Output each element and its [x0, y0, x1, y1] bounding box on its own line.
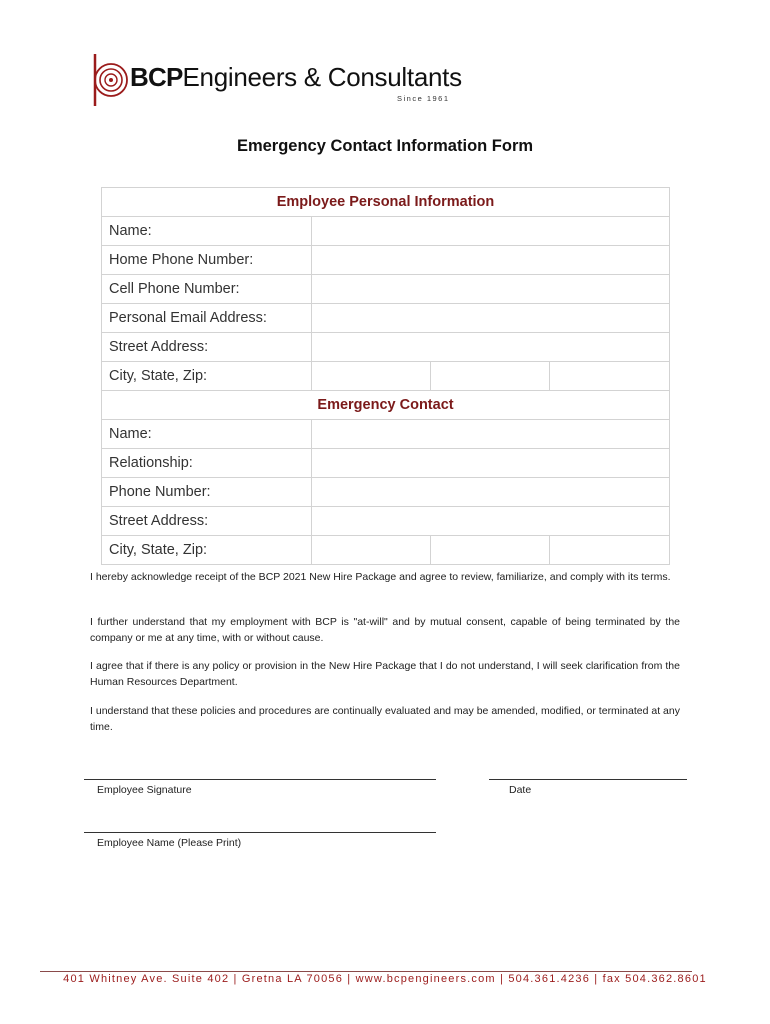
at-will-paragraph: I further understand that my employment with BCP is "at-will" and by mutual consent, capable of being terminated by the company or me at any time, with or without cause. — [90, 616, 680, 644]
emergency-street-label: Street Address: — [102, 507, 312, 536]
brand-name-bold: BCP — [130, 62, 183, 92]
employee-name-line[interactable] — [84, 832, 436, 833]
policy-changes-paragraph: I understand that these policies and procedures are continually evaluated and may be amended, modified, or terminated at any time. — [90, 705, 680, 733]
table-row — [102, 275, 670, 304]
brand-name — [130, 62, 462, 93]
emergency-zip-field[interactable] — [550, 536, 670, 565]
brand-name-rest: Engineers & Consultants — [182, 62, 462, 92]
table-row — [102, 362, 670, 391]
city-field[interactable] — [312, 362, 431, 391]
brand-tagline: Since 1961 — [397, 94, 450, 103]
table-row — [102, 507, 670, 536]
cell-phone-field[interactable] — [312, 275, 670, 304]
name-field[interactable] — [312, 217, 670, 246]
street-address-field[interactable] — [312, 333, 670, 362]
emergency-name-field[interactable] — [312, 420, 670, 449]
zip-field[interactable] — [550, 362, 670, 391]
employee-name-label: Employee Name (Please Print) — [97, 837, 242, 849]
home-phone-field[interactable] — [312, 246, 670, 275]
table-row — [102, 246, 670, 275]
table-row — [102, 333, 670, 362]
table-row — [102, 449, 670, 478]
footer-divider — [40, 971, 692, 972]
emergency-city-state-zip-label: City, State, Zip: — [102, 536, 312, 565]
home-phone-label: Home Phone Number: — [102, 246, 312, 275]
emergency-section-heading: Emergency Contact — [102, 391, 670, 420]
emergency-city-field[interactable] — [312, 536, 431, 565]
emergency-phone-field[interactable] — [312, 478, 670, 507]
clarification-paragraph: I agree that if there is any policy or provision in the New Hire Package that I do not understand, I will seek clarification from the Human Resources Department. — [90, 660, 680, 688]
table-row — [102, 420, 670, 449]
emergency-state-field[interactable] — [431, 536, 550, 565]
company-logo — [92, 52, 462, 108]
emergency-phone-label: Phone Number: — [102, 478, 312, 507]
personal-section-heading: Employee Personal Information — [102, 188, 670, 217]
emergency-street-field[interactable] — [312, 507, 670, 536]
table-row — [102, 478, 670, 507]
date-line[interactable] — [489, 779, 687, 780]
table-row — [102, 217, 670, 246]
personal-section-header-row — [102, 188, 670, 217]
email-label: Personal Email Address: — [102, 304, 312, 333]
footer-contact-info: 401 Whitney Ave. Suite 402 | Gretna LA 70056 | www.bcpengineers.com | 504.361.4236 | fax 504.362.8601 — [63, 973, 707, 985]
acknowledgment-paragraph: I hereby acknowledge receipt of the BCP 2021 New Hire Package and agree to review, familiarize, and comply with its terms. — [90, 571, 671, 583]
relationship-field[interactable] — [312, 449, 670, 478]
employee-signature-line[interactable] — [84, 779, 436, 780]
date-label: Date — [509, 784, 532, 796]
contact-info-table — [101, 187, 670, 565]
table-row — [102, 536, 670, 565]
employee-signature-label: Employee Signature — [97, 784, 192, 796]
emergency-name-label: Name: — [102, 420, 312, 449]
street-address-label: Street Address: — [102, 333, 312, 362]
form-title: Emergency Contact Information Form — [236, 137, 534, 155]
emergency-section-header-row — [102, 391, 670, 420]
table-row — [102, 304, 670, 333]
email-field[interactable] — [312, 304, 670, 333]
cell-phone-label: Cell Phone Number: — [102, 275, 312, 304]
relationship-label: Relationship: — [102, 449, 312, 478]
city-state-zip-label: City, State, Zip: — [102, 362, 312, 391]
concentric-circle-logo-icon — [92, 52, 132, 108]
state-field[interactable] — [431, 362, 550, 391]
name-label: Name: — [102, 217, 312, 246]
